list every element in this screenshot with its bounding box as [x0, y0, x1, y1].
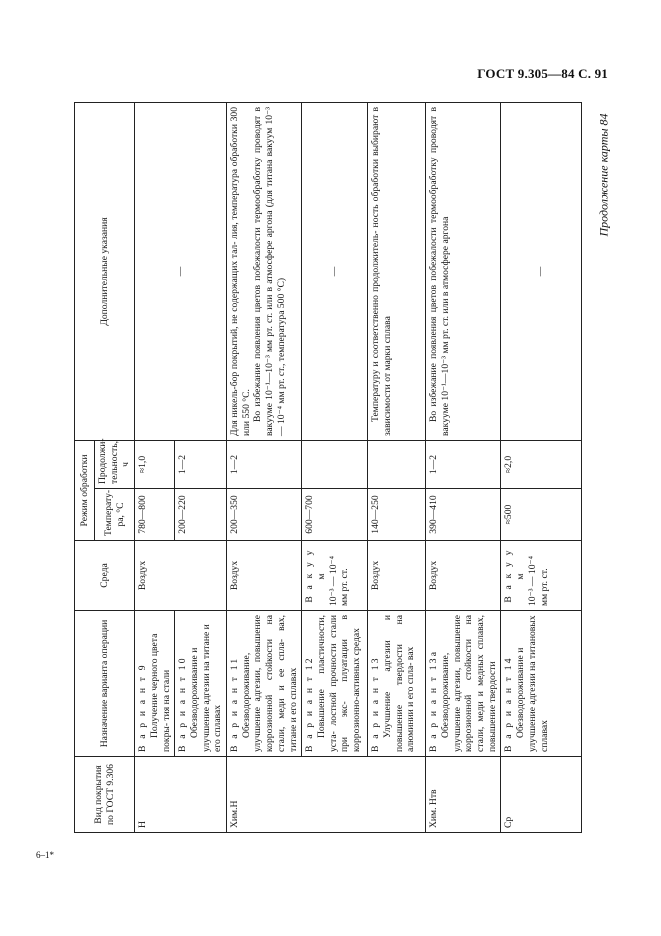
- variant-purpose: Повышение пластичности, уста- лостной прочности стали при экс- плуатации в коррозионно-активных средах: [315, 615, 363, 752]
- variant-purpose: Обезводороживание и улучшение адгезии на титановых сплавах: [515, 615, 550, 752]
- temperature-cell: 780—800: [135, 489, 175, 541]
- col-coating: Вид покрытия по ГОСТ 9.306: [75, 757, 135, 833]
- variant-purpose: Обезводороживание, улучшение адгезии, повышение коррозионной стойкости на стали, меди и медных сплавах, повышение твердости: [439, 615, 498, 752]
- variant-label: В а р и а н т 11: [229, 656, 241, 752]
- operation-cell: [227, 611, 302, 757]
- variant-label: В а р и а н т 9: [137, 663, 149, 752]
- medium-unit: мм рт. ст.: [538, 568, 550, 606]
- variant-purpose: Получение черного цвета покры- тия на стали: [148, 633, 172, 752]
- medium-label: В а к у у м: [503, 548, 527, 603]
- operation-cell: [302, 611, 368, 757]
- continuation-label: Продолжение карты 84: [596, 113, 611, 237]
- col-temperature: Температу- ра, °С: [95, 489, 135, 541]
- coating-cell: Н: [135, 757, 227, 833]
- temperature-cell: 200—350: [227, 489, 302, 541]
- duration-cell: 1—2: [426, 440, 501, 488]
- rotated-table-frame: [74, 103, 582, 833]
- table-row: [135, 102, 175, 832]
- duration-cell: [302, 440, 368, 488]
- medium-cell: Воздух: [426, 541, 501, 611]
- medium-cell: Воздух: [227, 541, 302, 611]
- temperature-cell: 200—220: [175, 489, 227, 541]
- temperature-cell: ≈500: [501, 489, 582, 541]
- medium-label: В а к у у м: [304, 548, 327, 603]
- col-duration: Продолжи- тельность, ч: [95, 440, 135, 488]
- temperature-cell: 390—410: [426, 489, 501, 541]
- medium-unit: мм рт. ст.: [339, 568, 351, 606]
- coating-cell: Хим.Н: [227, 757, 426, 833]
- col-notes: Дополнительные указания: [75, 102, 135, 440]
- duration-cell: 1—2: [175, 440, 227, 488]
- coating-cell: Хим. Нтв: [426, 757, 501, 833]
- notes-paragraph: Во избежание появления цветов побежалости термообработку проводят в вакууме 10⁻¹—10⁻³ мм рт. ст. или в атмосфере аргона (для титана вакуум 10⁻³ — 10⁻⁴ мм рт. ст., температура 500 °С): [252, 106, 287, 436]
- variant-purpose: Обезводороживание и улучшение адгезии на титане и его сплавах: [188, 624, 224, 752]
- table-row: [426, 102, 501, 832]
- table-row: [368, 102, 426, 832]
- col-mode: Режим обработки: [75, 440, 95, 540]
- table-row: [302, 102, 368, 832]
- page-footer: 6–1*: [36, 850, 54, 860]
- notes-cell: —: [302, 102, 368, 440]
- temperature-cell: 140—250: [368, 489, 426, 541]
- operation-cell: [135, 611, 175, 757]
- notes-cell: [227, 102, 302, 440]
- table-wrapper: [74, 103, 582, 833]
- operation-cell: [426, 611, 501, 757]
- notes-cell: —: [135, 102, 227, 440]
- variant-label: В а р и а н т 12: [304, 656, 316, 752]
- operation-cell: [501, 611, 582, 757]
- col-medium: Среда: [75, 541, 135, 611]
- heat-treatment-table: [74, 102, 582, 833]
- medium-pressure: 10⁻³ — 10⁻⁴: [327, 556, 339, 606]
- variant-label: В а р и а н т 14: [503, 656, 515, 752]
- variant-label: В а р и а н т 13: [370, 656, 382, 752]
- medium-pressure: 10⁻³ — 10⁻⁴: [526, 556, 538, 606]
- duration-cell: ≈1,0: [135, 440, 175, 488]
- notes-paragraph: Для никель-бор покрытий, не содержащих тал- лия, температура обработки 300 или 550 °С.: [229, 106, 252, 436]
- coating-cell: Ср: [501, 757, 582, 833]
- table-row: [501, 102, 582, 832]
- duration-cell: 1—2: [227, 440, 302, 488]
- variant-label: В а р и а н т 10: [177, 656, 189, 752]
- variant-label: В а р и а н т 13а: [428, 649, 440, 752]
- table-row: [227, 102, 302, 832]
- page-header: ГОСТ 9.305—84 С. 91: [477, 66, 608, 81]
- operation-cell: [175, 611, 227, 757]
- notes-cell: —: [501, 102, 582, 440]
- notes-cell: Температуру и соответственно продолжитель- ность обработки выбирают в зависимости от марки сплава: [368, 102, 426, 440]
- medium-cell: [302, 541, 368, 611]
- medium-cell: Воздух: [135, 541, 227, 611]
- medium-cell: [501, 541, 582, 611]
- col-operation: Назначение варианта операции: [75, 611, 135, 757]
- duration-cell: ≈2,0: [501, 440, 582, 488]
- duration-cell: [368, 440, 426, 488]
- medium-cell: Воздух: [368, 541, 426, 611]
- notes-cell: Во избежание появления цветов побежалости термообработку проводят в вакууме 10⁻¹—10⁻³ мм рт. ст. или в атмосфере аргона: [426, 102, 501, 440]
- operation-cell: [368, 611, 426, 757]
- temperature-cell: 600—700: [302, 489, 368, 541]
- variant-purpose: Улучшение адгезии и повышение твердости на алюминии и его спла- вах: [381, 615, 417, 752]
- variant-purpose: Обезводороживание, улучшение адгезии, повышение коррозионной стойкости на стали, меди и ее спла- вах, титане и его сплавах: [240, 615, 299, 752]
